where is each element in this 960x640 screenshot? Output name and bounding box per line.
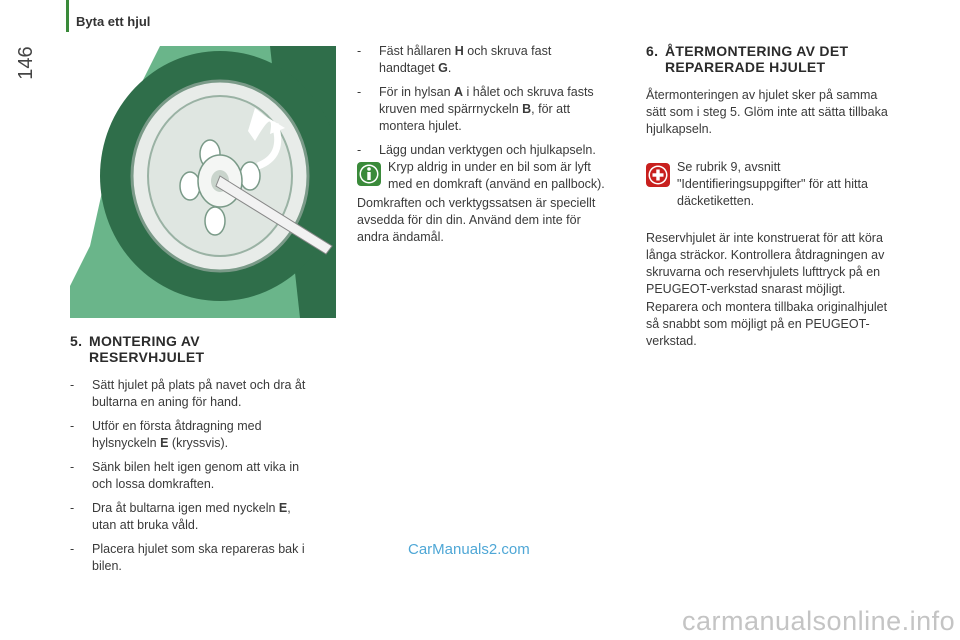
step-text: bultarna en aning för hand. bbox=[92, 395, 242, 409]
section5-steps bbox=[70, 377, 340, 582]
key-label: B bbox=[522, 102, 532, 116]
list-item: - Utför en första åtdragning med hylsnyckeln E (kryssvis). bbox=[70, 419, 262, 450]
paragraph-line: andra ändamål. bbox=[357, 230, 444, 244]
section6-heading bbox=[646, 43, 848, 75]
step-text: och lossa domkraften. bbox=[92, 477, 215, 491]
list-item: - Dra åt bultarna igen med nyckeln E, utan att bruka våld. bbox=[70, 501, 291, 532]
step-text: hylsnyckeln bbox=[92, 436, 161, 450]
plus-note-text: Se rubrik 9, avsnitt bbox=[677, 160, 781, 174]
header-title: Byta ett hjul bbox=[76, 14, 151, 29]
paragraph-line: avsedda för din din. Använd dem inte för bbox=[357, 213, 581, 227]
step-text: , bbox=[287, 501, 291, 515]
step-text: i hålet och skruva fasts bbox=[463, 85, 594, 99]
key-label: A bbox=[454, 85, 464, 99]
key-label: E bbox=[278, 501, 288, 515]
info-note-text: Kryp aldrig in under en bil som är lyft bbox=[388, 160, 591, 174]
step-text: För in hylsan bbox=[379, 85, 455, 99]
section6-paragraph1 bbox=[646, 87, 936, 138]
paragraph-line: så snabbt som möjligt på en PEUGEOT- bbox=[646, 317, 870, 331]
step-text: bilen. bbox=[92, 559, 122, 573]
step-text: , för att bbox=[531, 102, 571, 116]
step-text: Lägg undan verktygen och hjulkapseln. bbox=[379, 143, 596, 157]
step-text: handtaget bbox=[379, 61, 439, 75]
paragraph-line: Reservhjulet är inte konstruerat för att köra bbox=[646, 231, 883, 245]
step-text: och skruva fast bbox=[463, 44, 552, 58]
paragraph-line: hjulkapseln. bbox=[646, 122, 713, 136]
step-text: Sätt hjulet på plats på navet och dra åt bbox=[92, 378, 306, 392]
paragraph-line: PEUGEOT-verkstad snarast möjligt. bbox=[646, 282, 846, 296]
key-label: G bbox=[438, 61, 448, 75]
plus-note-text: däcketiketten. bbox=[677, 194, 755, 208]
wheel-illustration bbox=[70, 46, 336, 318]
info-note bbox=[388, 159, 633, 193]
section5-title-line1: MONTERING AV bbox=[89, 333, 200, 349]
paragraph-line: Domkraften och verktygssatsen är speciellt bbox=[357, 196, 596, 210]
paragraph-line: skruvarna och reservhjulets lufttryck på en bbox=[646, 265, 881, 279]
section6-paragraph3 bbox=[646, 299, 936, 350]
step-text: kruven med spärrnyckeln bbox=[379, 102, 523, 116]
plus-note-text: "Identifieringsuppgifter" för att hitta bbox=[677, 177, 868, 191]
list-item: - Lägg undan verktygen och hjulkapseln. bbox=[357, 143, 596, 157]
step-text: Placera hjulet som ska repareras bak i bbox=[92, 542, 305, 556]
key-label: E bbox=[160, 436, 169, 450]
wheel-illustration-svg bbox=[70, 46, 336, 318]
step-text: montera hjulet. bbox=[379, 119, 462, 133]
paragraph-line: långa sträckor. Kontrollera åtdragningen av bbox=[646, 248, 885, 262]
list-item: - Sänk bilen helt igen genom att vika in och lossa domkraften. bbox=[70, 460, 300, 491]
info-note-text: med en domkraft (använd en pallbock). bbox=[388, 177, 605, 191]
middle-steps bbox=[357, 43, 632, 166]
step-text: (kryssvis). bbox=[168, 436, 229, 450]
section6-title-line2: REPARERADE HJULET bbox=[665, 59, 826, 75]
step-text: utan att bruka våld. bbox=[92, 518, 199, 532]
watermark-carmanualsonline: carmanualsonline.info bbox=[682, 606, 956, 636]
paragraph-line: verkstad. bbox=[646, 334, 697, 348]
section6-number: 6. bbox=[646, 43, 659, 59]
step-text: Utför en första åtdragning med bbox=[92, 419, 262, 433]
header-accent-bar bbox=[66, 0, 69, 32]
step-text: . bbox=[447, 61, 452, 75]
section5-number: 5. bbox=[70, 333, 83, 349]
plus-icon bbox=[646, 163, 670, 187]
info-icon bbox=[357, 162, 381, 186]
list-item: - Sätt hjulet på plats på navet och dra åt bultarna en aning för hand. bbox=[70, 378, 306, 409]
paragraph-line: sätt som i steg 5. Glöm inte att sätta tillbaka bbox=[646, 105, 888, 119]
step-text: Sänk bilen helt igen genom att vika in bbox=[92, 460, 300, 474]
page-number: 146 bbox=[15, 46, 37, 80]
key-label: H bbox=[454, 44, 464, 58]
step-text: Dra åt bultarna igen med nyckeln bbox=[92, 501, 279, 515]
watermark-carmanuals2[interactable]: CarManuals2.com bbox=[408, 541, 530, 558]
section6-paragraph2 bbox=[646, 230, 936, 298]
tools-paragraph bbox=[357, 195, 637, 246]
section5-title-line2: RESERVHJULET bbox=[89, 349, 205, 365]
step-text: Fäst hållaren bbox=[379, 44, 455, 58]
paragraph-line: Reparera och montera tillbaka originalhjulet bbox=[646, 300, 888, 314]
list-item: - För in hylsan A i hålet och skruva fasts kruven med spärrnyckeln B, för att montera hjulet. bbox=[357, 85, 594, 133]
section5-heading bbox=[70, 333, 204, 365]
plus-note bbox=[677, 159, 927, 210]
list-item: - Placera hjulet som ska repareras bak i bilen. bbox=[70, 542, 305, 573]
paragraph-line: Återmonteringen av hjulet sker på samma bbox=[646, 88, 878, 102]
section6-title-line1: ÅTERMONTERING AV DET bbox=[665, 43, 849, 59]
list-item: - Fäst hållaren H och skruva fast handtaget G. bbox=[357, 44, 552, 75]
